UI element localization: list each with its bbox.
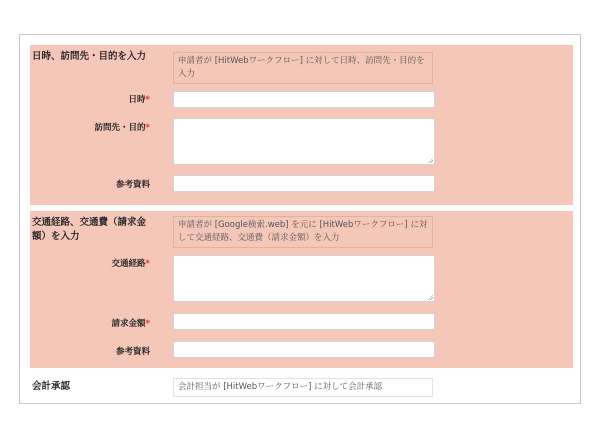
required-mark: * bbox=[145, 319, 150, 329]
resize-grip-icon[interactable] bbox=[427, 157, 433, 163]
field-label-route: 交通経路* bbox=[111, 259, 150, 269]
reference-input[interactable] bbox=[173, 341, 435, 358]
section-route-fare bbox=[30, 211, 573, 368]
field-label-reference: 参考資料 bbox=[115, 347, 150, 357]
required-mark: * bbox=[145, 123, 150, 133]
required-mark: * bbox=[145, 259, 150, 269]
section-title: 交通経路、交通費（請求金額）を入力 bbox=[32, 217, 147, 242]
section-title: 日時、訪問先・目的を入力 bbox=[32, 51, 147, 62]
field-label-reference: 参考資料 bbox=[115, 180, 150, 190]
field-label-amount: 請求金額* bbox=[111, 319, 150, 329]
field-label-destination-purpose: 訪問先・目的* bbox=[94, 123, 150, 133]
section-accounting-approval bbox=[30, 374, 573, 402]
required-mark: * bbox=[145, 95, 150, 105]
field-label-datetime: 日時* bbox=[128, 95, 150, 105]
destination-purpose-textarea[interactable] bbox=[173, 118, 435, 165]
section-title: 会計承認 bbox=[32, 381, 71, 392]
datetime-input[interactable] bbox=[173, 91, 435, 108]
section-description: 申請者が [HitWebワークフロー] に対して日時、訪問先・目的を入力 bbox=[173, 52, 433, 84]
route-textarea[interactable] bbox=[173, 255, 435, 302]
amount-input[interactable] bbox=[173, 313, 435, 330]
section-description: 申請者が [Google検索.web] を元に [HitWebワークフロー] に対して交通経路、交通費（請求金額）を入力 bbox=[173, 216, 433, 248]
section-datetime-destination bbox=[30, 45, 573, 205]
resize-grip-icon[interactable] bbox=[427, 294, 433, 300]
workflow-form bbox=[19, 34, 581, 404]
reference-input[interactable] bbox=[173, 175, 435, 192]
section-description: 会計担当が [HitWebワークフロー] に対して会計承認 bbox=[173, 378, 433, 397]
